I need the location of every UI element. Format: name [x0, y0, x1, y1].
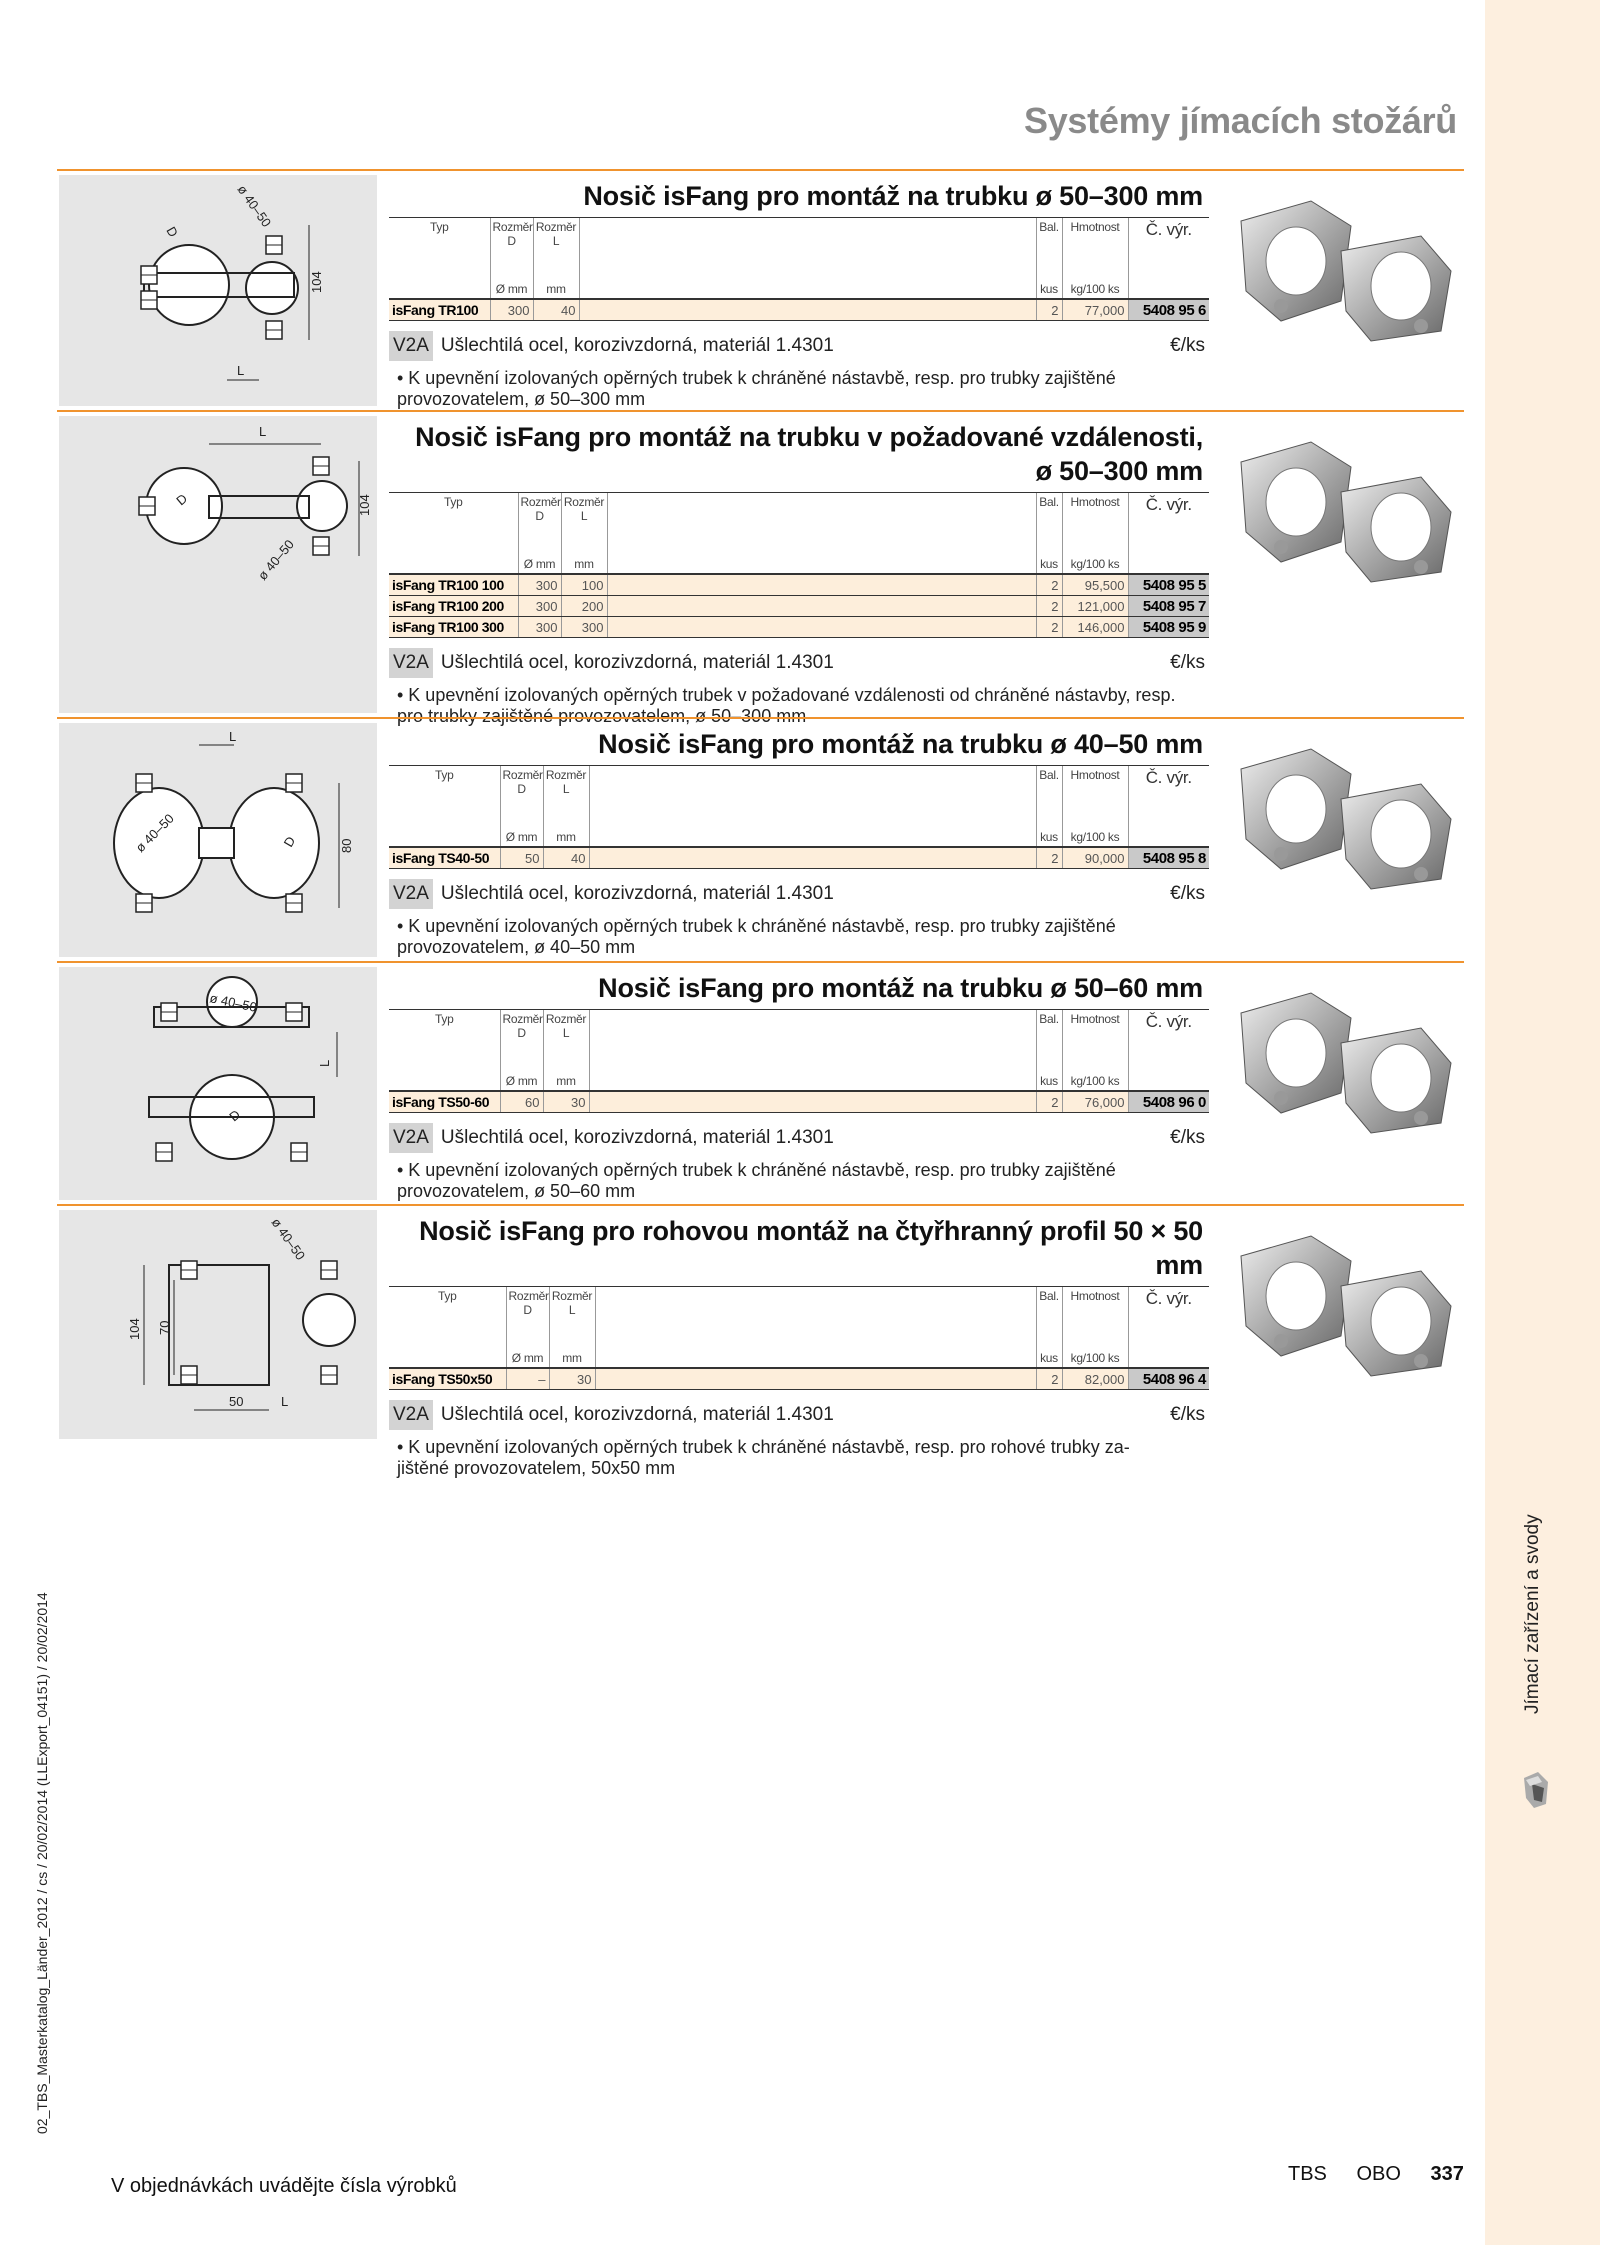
- product-photo-panel: [1221, 973, 1464, 1143]
- product-description: • K upevnění izolovaných opěrných trubek k chráněné nástavbě, resp. pro trubky zajištěné provozovatelem, ø 50–300 mm: [397, 368, 1116, 409]
- table-header: [389, 218, 1209, 300]
- product-section: [57, 717, 1464, 963]
- drawing-label: D: [280, 833, 299, 850]
- cell-bal: 2: [1036, 1368, 1062, 1390]
- section-title: Nosič isFang pro montáž na trubku ø 40–50 mm: [598, 729, 1203, 759]
- product-table: [389, 217, 1209, 321]
- price-unit: €/ks: [1170, 1127, 1205, 1148]
- cell-l: 100: [561, 574, 607, 596]
- cell-d: 300: [518, 596, 561, 617]
- header-cislo: Č. výr.: [1128, 766, 1209, 848]
- product-section: [57, 961, 1464, 1206]
- drawing-label: L: [237, 363, 245, 378]
- drawing-label: 50: [229, 1394, 244, 1409]
- cell-spacer: [607, 617, 1036, 638]
- drawing-label: 70: [157, 1320, 172, 1335]
- header-hmotnost: Hmotnost kg/100 ks: [1062, 1010, 1128, 1092]
- price-unit: €/ks: [1170, 335, 1205, 356]
- cell-bal: 2: [1036, 1091, 1062, 1113]
- brand-tbs: TBS: [1288, 2163, 1327, 2185]
- print-info: 02_TBS_Masterkatalog_Länder_2012 / cs / 20/02/2014 (LLExport_04151) / 20/02/2014: [34, 1592, 50, 2134]
- header-spacer: [607, 493, 1036, 575]
- cell-bal: 2: [1036, 299, 1062, 321]
- header-l: Rozměr L mm: [543, 766, 589, 848]
- brand-obo: OBO: [1356, 2163, 1401, 2185]
- cell-typ: isFang TR100 300: [389, 617, 518, 638]
- cell-typ: isFang TS40-50: [389, 847, 500, 869]
- technical-drawing: [59, 175, 377, 406]
- cell-spacer: [589, 1091, 1036, 1113]
- material-code-badge: V2A: [389, 1400, 433, 1430]
- cell-typ: isFang TR100: [389, 299, 490, 321]
- cell-cislo[interactable]: 5408 95 8: [1128, 847, 1209, 869]
- drawing-label: L: [259, 424, 267, 439]
- cell-cislo[interactable]: 5408 96 0: [1128, 1091, 1209, 1113]
- technical-drawing: [59, 967, 377, 1200]
- header-hmotnost: Hmotnost kg/100 ks: [1062, 218, 1128, 300]
- cell-cislo[interactable]: 5408 95 9: [1128, 617, 1209, 638]
- table-row: [389, 299, 1209, 321]
- section-title: Nosič isFang pro montáž na trubku ø 50–300 mm: [583, 181, 1203, 211]
- header-l: Rozměr L mm: [549, 1287, 595, 1369]
- header-d: Rozměr D Ø mm: [518, 493, 561, 575]
- material-row: [389, 1399, 1209, 1431]
- drawing-label: L: [317, 1059, 332, 1067]
- cell-bal: 2: [1036, 596, 1062, 617]
- section-title: Nosič isFang pro montáž na trubku v požadované vzdálenosti,: [415, 422, 1203, 452]
- material-row: [389, 1122, 1209, 1154]
- cell-d: –: [506, 1368, 549, 1390]
- material-description: Ušlechtilá ocel, korozivzdorná, materiál 1.4301: [440, 883, 834, 904]
- cell-spacer: [589, 847, 1036, 869]
- table-header: [389, 766, 1209, 848]
- header-spacer: [589, 766, 1036, 848]
- cell-hmotnost: 121,000: [1062, 596, 1128, 617]
- cell-l: 30: [549, 1368, 595, 1390]
- product-description: • K upevnění izolovaných opěrných trubek v požadované vzdálenosti od chráněné nástavby, resp. pro trubky zajištěné provozovatelem, ø 50–300 mm: [397, 685, 1176, 726]
- product-description: • K upevnění izolovaných opěrných trubek k chráněné nástavbě, resp. pro trubky zajištěné provozovatelem, ø 40–50 mm: [397, 916, 1116, 957]
- price-unit: €/ks: [1170, 1404, 1205, 1425]
- cell-cislo[interactable]: 5408 95 5: [1128, 574, 1209, 596]
- cell-d: 60: [500, 1091, 543, 1113]
- header-hmotnost: Hmotnost kg/100 ks: [1062, 1287, 1128, 1369]
- product-photo: [1221, 973, 1464, 1143]
- drawing-label: D: [163, 224, 182, 240]
- drawing-label: ø 40–50: [234, 182, 275, 230]
- material-code-badge: V2A: [389, 879, 433, 909]
- cell-cislo[interactable]: 5408 95 6: [1128, 299, 1209, 321]
- header-hmotnost: Hmotnost kg/100 ks: [1062, 493, 1128, 575]
- cell-d: 300: [518, 617, 561, 638]
- drawing-label: D: [173, 490, 191, 509]
- product-photo: [1221, 729, 1464, 899]
- footer-brand: [1288, 2163, 1464, 2186]
- cell-spacer: [607, 596, 1036, 617]
- product-table: [389, 1009, 1209, 1113]
- table-row: [389, 617, 1209, 638]
- technical-drawing: [59, 416, 377, 713]
- drawing-label: ø 40–50: [268, 1215, 309, 1263]
- material-description: Ušlechtilá ocel, korozivzdorná, materiál 1.4301: [440, 1404, 834, 1425]
- material-description: Ušlechtilá ocel, korozivzdorná, materiál 1.4301: [440, 652, 834, 673]
- section-title: Nosič isFang pro montáž na trubku ø 50–60 mm: [598, 973, 1203, 1003]
- product-thumbnail-icon: [1518, 1768, 1554, 1817]
- material-row: [389, 330, 1209, 362]
- cell-typ: isFang TS50-60: [389, 1091, 500, 1113]
- drawing-panel: [59, 175, 377, 406]
- drawing-label: L: [229, 729, 237, 744]
- header-typ: Typ: [389, 1010, 500, 1092]
- drawing-panel: [59, 723, 377, 957]
- table-row: [389, 596, 1209, 617]
- product-photo: [1221, 1216, 1464, 1386]
- cell-l: 30: [543, 1091, 589, 1113]
- cell-spacer: [607, 574, 1036, 596]
- header-spacer: [589, 1010, 1036, 1092]
- header-l: Rozměr L mm: [561, 493, 607, 575]
- table-header: [389, 1287, 1209, 1369]
- table-row: [389, 1368, 1209, 1390]
- section-title: ø 50–300 mm: [1035, 456, 1203, 486]
- cell-d: 300: [518, 574, 561, 596]
- header-cislo: Č. výr.: [1128, 218, 1209, 300]
- header-hmotnost: Hmotnost kg/100 ks: [1062, 766, 1128, 848]
- cell-l: 40: [533, 299, 579, 321]
- product-photo-panel: [1221, 1216, 1464, 1386]
- product-section: [57, 410, 1464, 726]
- order-note: V objednávkách uvádějte čísla výrobků: [111, 2175, 457, 2197]
- section-title: Nosič isFang pro rohovou montáž na čtyřhranný profil 50 × 50 mm: [419, 1216, 1203, 1280]
- section-title-block: [389, 412, 1209, 488]
- header-d: Rozměr D Ø mm: [490, 218, 533, 300]
- header-bal: Bal. kus: [1036, 1287, 1062, 1369]
- cell-hmotnost: 77,000: [1062, 299, 1128, 321]
- cell-typ: isFang TS50x50: [389, 1368, 506, 1390]
- product-photo: [1221, 422, 1464, 592]
- product-description: • K upevnění izolovaných opěrných trubek k chráněné nástavbě, resp. pro trubky zajištěné provozovatelem, ø 50–60 mm: [397, 1160, 1116, 1201]
- drawing-label: D: [226, 1106, 244, 1125]
- chapter-sidebar: [1485, 0, 1600, 2245]
- cell-cislo[interactable]: 5408 96 4: [1128, 1368, 1209, 1390]
- cell-typ: isFang TR100 200: [389, 596, 518, 617]
- material-description: Ušlechtilá ocel, korozivzdorná, materiál 1.4301: [440, 335, 834, 356]
- header-d: Rozměr D Ø mm: [500, 1010, 543, 1092]
- cell-spacer: [595, 1368, 1036, 1390]
- price-unit: €/ks: [1170, 652, 1205, 673]
- cell-typ: isFang TR100 100: [389, 574, 518, 596]
- cell-l: 40: [543, 847, 589, 869]
- chapter-label: Jímací zařízení a svody: [1522, 1514, 1543, 1714]
- header-typ: Typ: [389, 1287, 506, 1369]
- drawing-label: 104: [357, 494, 372, 516]
- header-cislo: Č. výr.: [1128, 493, 1209, 575]
- product-photo-panel: [1221, 181, 1464, 351]
- table-row: [389, 574, 1209, 596]
- product-section: [57, 1204, 1464, 1478]
- page-title: Systémy jímacích stožárů: [1024, 100, 1457, 141]
- material-row: [389, 647, 1209, 679]
- header-l: Rozměr L mm: [533, 218, 579, 300]
- section-title-block: [389, 171, 1209, 213]
- price-unit: €/ks: [1170, 883, 1205, 904]
- drawing-label: 104: [309, 271, 324, 293]
- table-header: [389, 493, 1209, 575]
- cell-hmotnost: 76,000: [1062, 1091, 1128, 1113]
- section-title-block: [389, 719, 1209, 761]
- header-typ: Typ: [389, 766, 500, 848]
- drawing-label: 80: [339, 838, 354, 853]
- header-bal: Bal. kus: [1036, 1010, 1062, 1092]
- header-cislo: Č. výr.: [1128, 1010, 1209, 1092]
- product-photo-panel: [1221, 729, 1464, 899]
- product-section: [57, 169, 1464, 412]
- product-table: [389, 1286, 1209, 1390]
- drawing-label: ø 40–50: [208, 990, 259, 1015]
- cell-cislo[interactable]: 5408 95 7: [1128, 596, 1209, 617]
- material-description: Ušlechtilá ocel, korozivzdorná, materiál 1.4301: [440, 1127, 834, 1148]
- cell-hmotnost: 146,000: [1062, 617, 1128, 638]
- cell-bal: 2: [1036, 617, 1062, 638]
- material-code-badge: V2A: [389, 1123, 433, 1153]
- cell-bal: 2: [1036, 847, 1062, 869]
- header-typ: Typ: [389, 218, 490, 300]
- header-spacer: [595, 1287, 1036, 1369]
- cell-bal: 2: [1036, 574, 1062, 596]
- technical-drawing: [59, 723, 377, 957]
- product-description: • K upevnění izolovaných opěrných trubek k chráněné nástavbě, resp. pro rohové trubky za-jištěné provozovatelem, 50x50 mm: [397, 1437, 1130, 1478]
- header-typ: Typ: [389, 493, 518, 575]
- header-spacer: [579, 218, 1036, 300]
- product-table: [389, 765, 1209, 869]
- technical-drawing: [59, 1210, 377, 1439]
- product-photo: [1221, 181, 1464, 351]
- header-l: Rozměr L mm: [543, 1010, 589, 1092]
- header-d: Rozměr D Ø mm: [500, 766, 543, 848]
- drawing-label: ø 40–50: [132, 810, 177, 856]
- drawing-label: L: [281, 1394, 289, 1409]
- header-d: Rozměr D Ø mm: [506, 1287, 549, 1369]
- product-table: [389, 492, 1209, 638]
- table-header: [389, 1010, 1209, 1092]
- header-cislo: Č. výr.: [1128, 1287, 1209, 1369]
- cell-l: 300: [561, 617, 607, 638]
- header-bal: Bal. kus: [1036, 493, 1062, 575]
- cell-l: 200: [561, 596, 607, 617]
- header-bal: Bal. kus: [1036, 766, 1062, 848]
- material-code-badge: V2A: [389, 648, 433, 678]
- header-bal: Bal. kus: [1036, 218, 1062, 300]
- cell-hmotnost: 82,000: [1062, 1368, 1128, 1390]
- section-title-block: [389, 1206, 1209, 1282]
- drawing-panel: [59, 1210, 377, 1439]
- material-code-badge: V2A: [389, 331, 433, 361]
- drawing-panel: [59, 967, 377, 1200]
- cell-d: 50: [500, 847, 543, 869]
- table-row: [389, 847, 1209, 869]
- cell-hmotnost: 95,500: [1062, 574, 1128, 596]
- material-row: [389, 878, 1209, 910]
- cell-hmotnost: 90,000: [1062, 847, 1128, 869]
- cell-spacer: [579, 299, 1036, 321]
- product-photo-panel: [1221, 422, 1464, 592]
- page-number: 337: [1430, 2163, 1464, 2185]
- drawing-label: ø 40–50: [254, 536, 297, 583]
- cell-d: 300: [490, 299, 533, 321]
- drawing-label: 104: [127, 1318, 142, 1340]
- section-title-block: [389, 963, 1209, 1005]
- drawing-panel: [59, 416, 377, 713]
- table-row: [389, 1091, 1209, 1113]
